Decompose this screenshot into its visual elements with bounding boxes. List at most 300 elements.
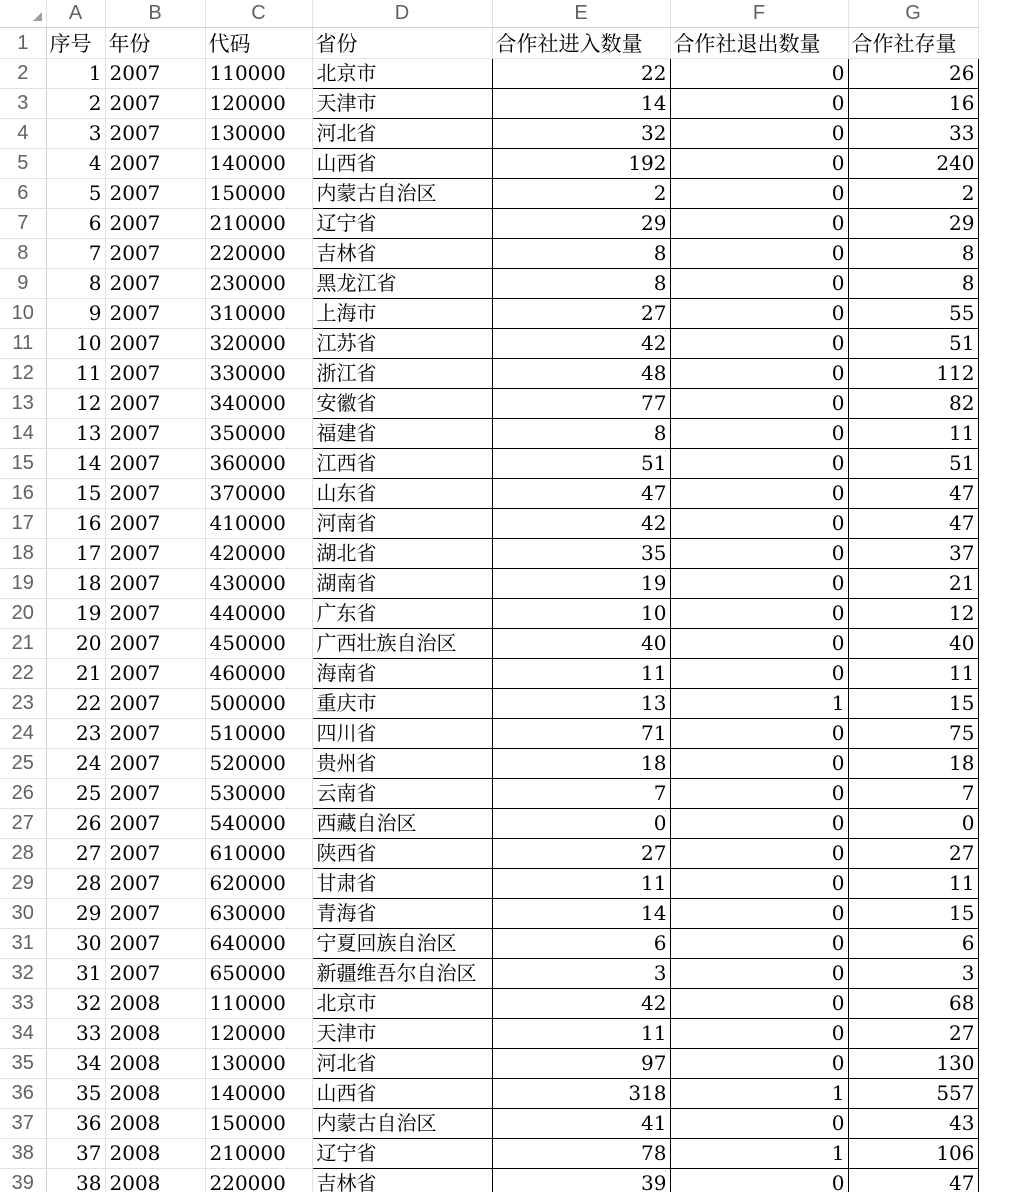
row-header[interactable]: 27 <box>0 809 46 839</box>
cell-code[interactable]: 220000 <box>205 1169 312 1192</box>
cell-year[interactable]: 2007 <box>105 539 205 569</box>
cell-year[interactable]: 2007 <box>105 209 205 239</box>
cell-province[interactable]: 云南省 <box>312 779 492 809</box>
cell-entries[interactable]: 42 <box>492 329 670 359</box>
cell-exits[interactable]: 0 <box>670 179 848 209</box>
cell-code[interactable]: 110000 <box>205 59 312 89</box>
cell-exits[interactable]: 0 <box>670 599 848 629</box>
cell-code[interactable]: 410000 <box>205 509 312 539</box>
cell-stock[interactable]: 29 <box>848 209 978 239</box>
cell-year[interactable]: 2008 <box>105 1049 205 1079</box>
cell-entries[interactable]: 42 <box>492 509 670 539</box>
cell-code[interactable]: 430000 <box>205 569 312 599</box>
cell-province[interactable]: 新疆维吾尔自治区 <box>312 959 492 989</box>
cell-stock[interactable]: 11 <box>848 869 978 899</box>
cell-entries[interactable]: 8 <box>492 239 670 269</box>
cell-province[interactable]: 广东省 <box>312 599 492 629</box>
cell-stock[interactable]: 3 <box>848 959 978 989</box>
row-header[interactable]: 37 <box>0 1109 46 1139</box>
header-cell-code[interactable]: 代码 <box>205 28 312 59</box>
cell-entries[interactable]: 42 <box>492 989 670 1019</box>
cell-code[interactable]: 310000 <box>205 299 312 329</box>
row-header[interactable]: 18 <box>0 539 46 569</box>
cell-exits[interactable]: 0 <box>670 89 848 119</box>
cell-seq[interactable]: 32 <box>46 989 105 1019</box>
row-header[interactable]: 24 <box>0 719 46 749</box>
cell-entries[interactable]: 14 <box>492 899 670 929</box>
cell-province[interactable]: 河南省 <box>312 509 492 539</box>
cell-seq[interactable]: 23 <box>46 719 105 749</box>
row-header[interactable]: 23 <box>0 689 46 719</box>
cell-stock[interactable]: 37 <box>848 539 978 569</box>
cell-stock[interactable]: 7 <box>848 779 978 809</box>
cell-code[interactable]: 620000 <box>205 869 312 899</box>
cell-stock[interactable]: 112 <box>848 359 978 389</box>
cell-seq[interactable]: 17 <box>46 539 105 569</box>
cell-exits[interactable]: 0 <box>670 1049 848 1079</box>
cell-year[interactable]: 2007 <box>105 389 205 419</box>
cell-stock[interactable]: 27 <box>848 1019 978 1049</box>
cell-seq[interactable]: 24 <box>46 749 105 779</box>
cell-year[interactable]: 2007 <box>105 119 205 149</box>
cell-stock[interactable]: 55 <box>848 299 978 329</box>
cell-year[interactable]: 2008 <box>105 1019 205 1049</box>
cell-stock[interactable]: 43 <box>848 1109 978 1139</box>
cell-code[interactable]: 520000 <box>205 749 312 779</box>
cell-stock[interactable]: 2 <box>848 179 978 209</box>
cell-seq[interactable]: 33 <box>46 1019 105 1049</box>
cell-stock[interactable]: 16 <box>848 89 978 119</box>
cell-exits[interactable]: 1 <box>670 689 848 719</box>
cell-exits[interactable]: 0 <box>670 299 848 329</box>
column-header-C[interactable]: C <box>205 0 312 28</box>
cell-seq[interactable]: 15 <box>46 479 105 509</box>
cell-province[interactable]: 海南省 <box>312 659 492 689</box>
cell-code[interactable]: 220000 <box>205 239 312 269</box>
cell-code[interactable]: 650000 <box>205 959 312 989</box>
row-header[interactable]: 2 <box>0 59 46 89</box>
cell-year[interactable]: 2007 <box>105 899 205 929</box>
cell-seq[interactable]: 30 <box>46 929 105 959</box>
cell-code[interactable]: 320000 <box>205 329 312 359</box>
cell-code[interactable]: 120000 <box>205 89 312 119</box>
cell-seq[interactable]: 18 <box>46 569 105 599</box>
cell-entries[interactable]: 6 <box>492 929 670 959</box>
cell-seq[interactable]: 38 <box>46 1169 105 1192</box>
cell-entries[interactable]: 192 <box>492 149 670 179</box>
cell-stock[interactable]: 11 <box>848 419 978 449</box>
cell-stock[interactable]: 15 <box>848 899 978 929</box>
select-all-corner[interactable] <box>0 0 46 28</box>
cell-exits[interactable]: 0 <box>670 239 848 269</box>
row-header[interactable]: 17 <box>0 509 46 539</box>
cell-province[interactable]: 青海省 <box>312 899 492 929</box>
cell-year[interactable]: 2007 <box>105 929 205 959</box>
cell-province[interactable]: 内蒙古自治区 <box>312 179 492 209</box>
header-cell-province[interactable]: 省份 <box>312 28 492 59</box>
cell-year[interactable]: 2008 <box>105 1169 205 1192</box>
cell-year[interactable]: 2007 <box>105 689 205 719</box>
row-header[interactable]: 28 <box>0 839 46 869</box>
cell-exits[interactable]: 0 <box>670 719 848 749</box>
row-header[interactable]: 19 <box>0 569 46 599</box>
cell-year[interactable]: 2007 <box>105 779 205 809</box>
row-header[interactable]: 4 <box>0 119 46 149</box>
cell-exits[interactable]: 0 <box>670 269 848 299</box>
cell-stock[interactable]: 51 <box>848 329 978 359</box>
cell-entries[interactable]: 8 <box>492 419 670 449</box>
row-header[interactable]: 15 <box>0 449 46 479</box>
row-header[interactable]: 14 <box>0 419 46 449</box>
cell-province[interactable]: 黑龙江省 <box>312 269 492 299</box>
cell-year[interactable]: 2007 <box>105 869 205 899</box>
row-header[interactable]: 35 <box>0 1049 46 1079</box>
row-header[interactable]: 6 <box>0 179 46 209</box>
cell-stock[interactable]: 6 <box>848 929 978 959</box>
cell-seq[interactable]: 22 <box>46 689 105 719</box>
cell-year[interactable]: 2007 <box>105 479 205 509</box>
cell-province[interactable]: 吉林省 <box>312 1169 492 1192</box>
cell-province[interactable]: 江苏省 <box>312 329 492 359</box>
cell-exits[interactable]: 0 <box>670 869 848 899</box>
row-header[interactable]: 8 <box>0 239 46 269</box>
cell-year[interactable]: 2007 <box>105 629 205 659</box>
cell-year[interactable]: 2007 <box>105 419 205 449</box>
column-header-A[interactable]: A <box>46 0 105 28</box>
cell-year[interactable]: 2007 <box>105 239 205 269</box>
cell-code[interactable]: 210000 <box>205 1139 312 1169</box>
column-header-F[interactable]: F <box>670 0 848 28</box>
row-header[interactable]: 22 <box>0 659 46 689</box>
cell-stock[interactable]: 8 <box>848 269 978 299</box>
cell-exits[interactable]: 0 <box>670 659 848 689</box>
cell-code[interactable]: 130000 <box>205 1049 312 1079</box>
cell-code[interactable]: 130000 <box>205 119 312 149</box>
cell-entries[interactable]: 77 <box>492 389 670 419</box>
cell-code[interactable]: 110000 <box>205 989 312 1019</box>
cell-seq[interactable]: 1 <box>46 59 105 89</box>
cell-province[interactable]: 福建省 <box>312 419 492 449</box>
cell-entries[interactable]: 19 <box>492 569 670 599</box>
cell-stock[interactable]: 12 <box>848 599 978 629</box>
cell-entries[interactable]: 10 <box>492 599 670 629</box>
row-header[interactable]: 38 <box>0 1139 46 1169</box>
cell-seq[interactable]: 20 <box>46 629 105 659</box>
cell-exits[interactable]: 0 <box>670 809 848 839</box>
header-cell-seq[interactable]: 序号 <box>46 28 105 59</box>
cell-year[interactable]: 2007 <box>105 599 205 629</box>
cell-stock[interactable]: 27 <box>848 839 978 869</box>
cell-entries[interactable]: 78 <box>492 1139 670 1169</box>
cell-exits[interactable]: 0 <box>670 479 848 509</box>
row-header[interactable]: 9 <box>0 269 46 299</box>
cell-entries[interactable]: 41 <box>492 1109 670 1139</box>
cell-exits[interactable]: 0 <box>670 539 848 569</box>
cell-entries[interactable]: 40 <box>492 629 670 659</box>
row-header[interactable]: 31 <box>0 929 46 959</box>
row-header[interactable]: 20 <box>0 599 46 629</box>
cell-entries[interactable]: 11 <box>492 659 670 689</box>
cell-year[interactable]: 2007 <box>105 89 205 119</box>
cell-year[interactable]: 2007 <box>105 59 205 89</box>
cell-stock[interactable]: 15 <box>848 689 978 719</box>
cell-year[interactable]: 2007 <box>105 959 205 989</box>
cell-exits[interactable]: 0 <box>670 389 848 419</box>
cell-year[interactable]: 2007 <box>105 269 205 299</box>
cell-seq[interactable]: 8 <box>46 269 105 299</box>
cell-exits[interactable]: 0 <box>670 1109 848 1139</box>
cell-seq[interactable]: 14 <box>46 449 105 479</box>
cell-entries[interactable]: 8 <box>492 269 670 299</box>
cell-province[interactable]: 辽宁省 <box>312 1139 492 1169</box>
cell-stock[interactable]: 240 <box>848 149 978 179</box>
cell-province[interactable]: 安徽省 <box>312 389 492 419</box>
cell-province[interactable]: 天津市 <box>312 89 492 119</box>
cell-year[interactable]: 2008 <box>105 989 205 1019</box>
row-header[interactable]: 25 <box>0 749 46 779</box>
cell-seq[interactable]: 13 <box>46 419 105 449</box>
cell-seq[interactable]: 4 <box>46 149 105 179</box>
cell-entries[interactable]: 22 <box>492 59 670 89</box>
cell-exits[interactable]: 1 <box>670 1139 848 1169</box>
cell-exits[interactable]: 0 <box>670 989 848 1019</box>
cell-stock[interactable]: 33 <box>848 119 978 149</box>
cell-year[interactable]: 2007 <box>105 329 205 359</box>
cell-province[interactable]: 上海市 <box>312 299 492 329</box>
cell-year[interactable]: 2007 <box>105 569 205 599</box>
cell-exits[interactable]: 0 <box>670 749 848 779</box>
cell-entries[interactable]: 11 <box>492 869 670 899</box>
cell-entries[interactable]: 11 <box>492 1019 670 1049</box>
cell-province[interactable]: 湖南省 <box>312 569 492 599</box>
cell-seq[interactable]: 2 <box>46 89 105 119</box>
cell-exits[interactable]: 0 <box>670 839 848 869</box>
header-cell-exits[interactable]: 合作社退出数量 <box>670 28 848 59</box>
cell-code[interactable]: 210000 <box>205 209 312 239</box>
cell-entries[interactable]: 97 <box>492 1049 670 1079</box>
cell-province[interactable]: 四川省 <box>312 719 492 749</box>
cell-year[interactable]: 2008 <box>105 1079 205 1109</box>
cell-exits[interactable]: 0 <box>670 929 848 959</box>
cell-code[interactable]: 530000 <box>205 779 312 809</box>
cell-province[interactable]: 山西省 <box>312 1079 492 1109</box>
cell-code[interactable]: 500000 <box>205 689 312 719</box>
cell-seq[interactable]: 21 <box>46 659 105 689</box>
row-header[interactable]: 10 <box>0 299 46 329</box>
row-header[interactable]: 34 <box>0 1019 46 1049</box>
row-header[interactable]: 12 <box>0 359 46 389</box>
cell-code[interactable]: 630000 <box>205 899 312 929</box>
cell-year[interactable]: 2007 <box>105 359 205 389</box>
row-header[interactable]: 29 <box>0 869 46 899</box>
cell-code[interactable]: 230000 <box>205 269 312 299</box>
cell-exits[interactable]: 0 <box>670 209 848 239</box>
cell-province[interactable]: 西藏自治区 <box>312 809 492 839</box>
cell-stock[interactable]: 11 <box>848 659 978 689</box>
cell-seq[interactable]: 5 <box>46 179 105 209</box>
cell-year[interactable]: 2007 <box>105 839 205 869</box>
column-header-E[interactable]: E <box>492 0 670 28</box>
row-header[interactable]: 7 <box>0 209 46 239</box>
cell-stock[interactable]: 26 <box>848 59 978 89</box>
cell-year[interactable]: 2007 <box>105 149 205 179</box>
cell-stock[interactable]: 18 <box>848 749 978 779</box>
cell-entries[interactable]: 48 <box>492 359 670 389</box>
cell-year[interactable]: 2008 <box>105 1139 205 1169</box>
cell-seq[interactable]: 26 <box>46 809 105 839</box>
row-header[interactable]: 39 <box>0 1169 46 1192</box>
cell-stock[interactable]: 8 <box>848 239 978 269</box>
cell-stock[interactable]: 47 <box>848 1169 978 1192</box>
cell-code[interactable]: 330000 <box>205 359 312 389</box>
cell-entries[interactable]: 39 <box>492 1169 670 1192</box>
cell-entries[interactable]: 0 <box>492 809 670 839</box>
row-header[interactable]: 26 <box>0 779 46 809</box>
cell-province[interactable]: 贵州省 <box>312 749 492 779</box>
cell-code[interactable]: 360000 <box>205 449 312 479</box>
cell-entries[interactable]: 7 <box>492 779 670 809</box>
cell-province[interactable]: 北京市 <box>312 59 492 89</box>
cell-province[interactable]: 吉林省 <box>312 239 492 269</box>
cell-seq[interactable]: 10 <box>46 329 105 359</box>
cell-seq[interactable]: 19 <box>46 599 105 629</box>
cell-entries[interactable]: 32 <box>492 119 670 149</box>
cell-province[interactable]: 宁夏回族自治区 <box>312 929 492 959</box>
cell-entries[interactable]: 2 <box>492 179 670 209</box>
cell-year[interactable]: 2007 <box>105 659 205 689</box>
cell-seq[interactable]: 37 <box>46 1139 105 1169</box>
cell-year[interactable]: 2007 <box>105 509 205 539</box>
cell-code[interactable]: 140000 <box>205 1079 312 1109</box>
cell-code[interactable]: 150000 <box>205 1109 312 1139</box>
cell-seq[interactable]: 31 <box>46 959 105 989</box>
cell-stock[interactable]: 51 <box>848 449 978 479</box>
cell-code[interactable]: 370000 <box>205 479 312 509</box>
cell-stock[interactable]: 106 <box>848 1139 978 1169</box>
row-header[interactable]: 1 <box>0 28 46 59</box>
cell-year[interactable]: 2007 <box>105 299 205 329</box>
cell-exits[interactable]: 0 <box>670 329 848 359</box>
cell-province[interactable]: 浙江省 <box>312 359 492 389</box>
column-header-G[interactable]: G <box>848 0 978 28</box>
cell-stock[interactable]: 40 <box>848 629 978 659</box>
cell-entries[interactable]: 318 <box>492 1079 670 1109</box>
cell-exits[interactable]: 0 <box>670 119 848 149</box>
cell-province[interactable]: 甘肃省 <box>312 869 492 899</box>
row-header[interactable]: 30 <box>0 899 46 929</box>
cell-code[interactable]: 610000 <box>205 839 312 869</box>
row-header[interactable]: 13 <box>0 389 46 419</box>
cell-stock[interactable]: 0 <box>848 809 978 839</box>
row-header[interactable]: 36 <box>0 1079 46 1109</box>
cell-exits[interactable]: 0 <box>670 59 848 89</box>
cell-stock[interactable]: 47 <box>848 479 978 509</box>
cell-province[interactable]: 陕西省 <box>312 839 492 869</box>
cell-province[interactable]: 天津市 <box>312 1019 492 1049</box>
cell-seq[interactable]: 35 <box>46 1079 105 1109</box>
header-cell-year[interactable]: 年份 <box>105 28 205 59</box>
row-header[interactable]: 11 <box>0 329 46 359</box>
cell-seq[interactable]: 27 <box>46 839 105 869</box>
cell-code[interactable]: 450000 <box>205 629 312 659</box>
cell-year[interactable]: 2007 <box>105 719 205 749</box>
cell-stock[interactable]: 68 <box>848 989 978 1019</box>
cell-exits[interactable]: 0 <box>670 509 848 539</box>
cell-entries[interactable]: 47 <box>492 479 670 509</box>
cell-exits[interactable]: 0 <box>670 419 848 449</box>
cell-code[interactable]: 640000 <box>205 929 312 959</box>
cell-province[interactable]: 广西壮族自治区 <box>312 629 492 659</box>
cell-exits[interactable]: 0 <box>670 1019 848 1049</box>
cell-seq[interactable]: 28 <box>46 869 105 899</box>
cell-code[interactable]: 510000 <box>205 719 312 749</box>
cell-entries[interactable]: 27 <box>492 299 670 329</box>
cell-exits[interactable]: 0 <box>670 899 848 929</box>
cell-seq[interactable]: 36 <box>46 1109 105 1139</box>
cell-exits[interactable]: 0 <box>670 149 848 179</box>
cell-province[interactable]: 江西省 <box>312 449 492 479</box>
cell-code[interactable]: 120000 <box>205 1019 312 1049</box>
cell-code[interactable]: 460000 <box>205 659 312 689</box>
cell-province[interactable]: 重庆市 <box>312 689 492 719</box>
cell-province[interactable]: 山西省 <box>312 149 492 179</box>
row-header[interactable]: 3 <box>0 89 46 119</box>
cell-province[interactable]: 辽宁省 <box>312 209 492 239</box>
cell-seq[interactable]: 12 <box>46 389 105 419</box>
cell-seq[interactable]: 7 <box>46 239 105 269</box>
column-header-B[interactable]: B <box>105 0 205 28</box>
cell-entries[interactable]: 35 <box>492 539 670 569</box>
cell-stock[interactable]: 47 <box>848 509 978 539</box>
row-header[interactable]: 21 <box>0 629 46 659</box>
header-cell-stock[interactable]: 合作社存量 <box>848 28 978 59</box>
cell-exits[interactable]: 0 <box>670 959 848 989</box>
cell-entries[interactable]: 14 <box>492 89 670 119</box>
cell-entries[interactable]: 18 <box>492 749 670 779</box>
cell-exits[interactable]: 0 <box>670 569 848 599</box>
cell-exits[interactable]: 0 <box>670 779 848 809</box>
cell-exits[interactable]: 0 <box>670 1169 848 1192</box>
cell-seq[interactable]: 6 <box>46 209 105 239</box>
cell-exits[interactable]: 0 <box>670 359 848 389</box>
cell-code[interactable]: 420000 <box>205 539 312 569</box>
cell-stock[interactable]: 557 <box>848 1079 978 1109</box>
row-header[interactable]: 32 <box>0 959 46 989</box>
cell-stock[interactable]: 82 <box>848 389 978 419</box>
cell-exits[interactable]: 0 <box>670 629 848 659</box>
header-cell-entries[interactable]: 合作社进入数量 <box>492 28 670 59</box>
cell-entries[interactable]: 71 <box>492 719 670 749</box>
row-header[interactable]: 5 <box>0 149 46 179</box>
cell-entries[interactable]: 13 <box>492 689 670 719</box>
cell-seq[interactable]: 11 <box>46 359 105 389</box>
cell-seq[interactable]: 29 <box>46 899 105 929</box>
cell-stock[interactable]: 130 <box>848 1049 978 1079</box>
cell-year[interactable]: 2007 <box>105 449 205 479</box>
cell-exits[interactable]: 0 <box>670 449 848 479</box>
cell-code[interactable]: 440000 <box>205 599 312 629</box>
cell-code[interactable]: 540000 <box>205 809 312 839</box>
cell-stock[interactable]: 75 <box>848 719 978 749</box>
cell-entries[interactable]: 27 <box>492 839 670 869</box>
cell-province[interactable]: 内蒙古自治区 <box>312 1109 492 1139</box>
cell-entries[interactable]: 29 <box>492 209 670 239</box>
cell-province[interactable]: 河北省 <box>312 119 492 149</box>
cell-year[interactable]: 2007 <box>105 179 205 209</box>
cell-code[interactable]: 150000 <box>205 179 312 209</box>
cell-province[interactable]: 湖北省 <box>312 539 492 569</box>
cell-code[interactable]: 140000 <box>205 149 312 179</box>
